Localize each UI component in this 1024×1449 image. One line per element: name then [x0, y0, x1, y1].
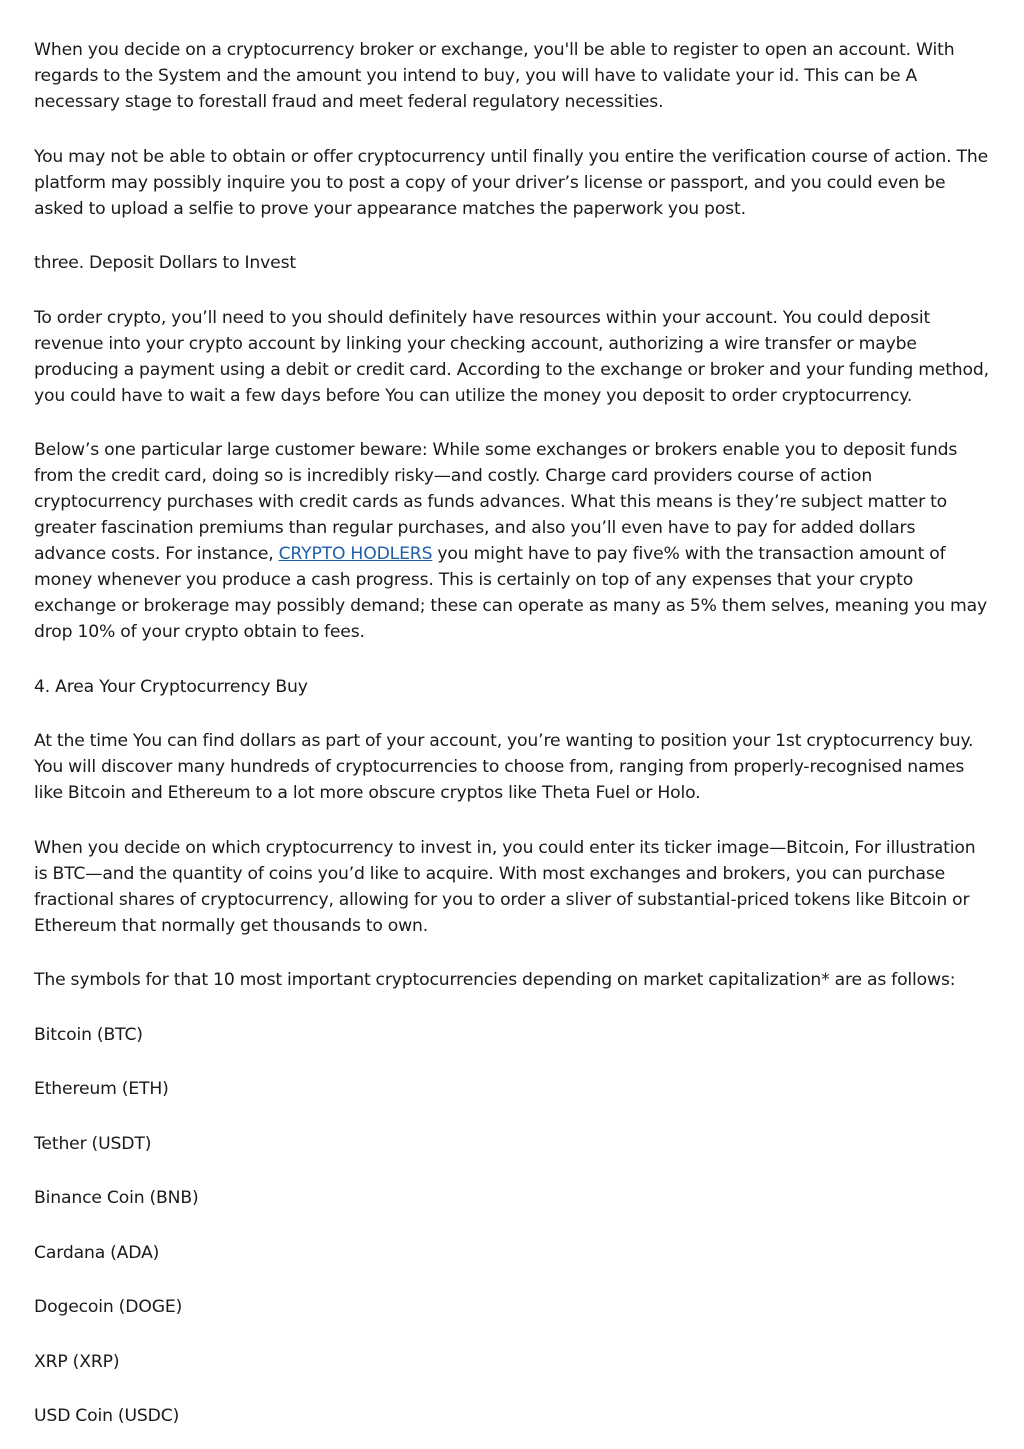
paragraph-text-before-link: Below’s one particular large customer beware: While some exchanges or brokers enable you to deposit funds from the credit card, doing so is incredibly risky—and costly. Charge card providers course of action cryptocurrency purchases with credit cards as funds advances. What this means is they’re subject matter to greater fascination premiums than regular purchases, and also you’ll even have to pay for added dollars advance costs. For instance,: [34, 440, 958, 564]
coin-list-item: XRP (XRP): [34, 1351, 120, 1372]
coin-list-item: Tether (USDT): [34, 1133, 152, 1154]
crypto-hodlers-link[interactable]: CRYPTO HODLERS: [278, 544, 433, 564]
coin-list-item: Ethereum (ETH): [34, 1079, 169, 1099]
paragraph-text-after-link: you might have to pay five% with the transaction amount of money whenever you produce a cash progress. This is certainly on top of any expenses that your crypto exchange or brokerage may possibly demand; these can operate as many as 5% them selves, meaning you may drop 10% of your crypto obtain to fees.: [34, 544, 988, 642]
coin-list-item: USD Coin (USDC): [34, 1406, 180, 1426]
paragraph-account-registration: When you decide on a cryptocurrency broker or exchange, you'll be able to register to open an account. With regards to the System and the amount you intend to buy, you will have to validate your id. This can be A necessary stage to forestall fraud and meet federal regulatory necessities.: [34, 40, 955, 112]
section-heading-buy: 4. Area Your Cryptocurrency Buy: [34, 676, 308, 697]
paragraph-verification: You may not be able to obtain or offer cryptocurrency until finally you entire the verification course of action. The platform may possibly inquire you to post a copy of your driver’s license or passport, and you could even be asked to upload a selfie to prove your appearance matches the paperwork you post.: [34, 146, 989, 219]
paragraph-deposit: To order crypto, you’ll need to you should definitely have resources within your account. You could deposit revenue into your crypto account by linking your checking account, authorizing a wire transfer or maybe producing a payment using a debit or credit card. According to the exchange or broker and your funding method, you could have to wait a few days before You can utilize the money you deposit to order cryptocurrency.: [34, 307, 989, 406]
paragraph-credit-card-warning: [34, 437, 990, 645]
coin-list-item: Dogecoin (DOGE): [34, 1297, 183, 1317]
coin-list-item: Cardana (ADA): [34, 1242, 160, 1263]
coin-list-item: Binance Coin (BNB): [34, 1188, 199, 1208]
paragraph-ticker: When you decide on which cryptocurrency to invest in, you could enter its ticker image—Bitcoin, For illustration is BTC—and the quantity of coins you’d like to acquire. With most exchanges and brokers, you can purchase fractional shares of cryptocurrency, allowing for you to order a sliver of substantial-priced tokens like Bitcoin or Ethereum that normally get thousands to own.: [34, 837, 976, 936]
coin-list-item: Bitcoin (BTC): [34, 1024, 143, 1045]
paragraph-symbols-intro: The symbols for that 10 most important cryptocurrencies depending on market capitalization* are as follows:: [34, 970, 956, 990]
paragraph-first-buy: At the time You can find dollars as part of your account, you’re wanting to position your 1st cryptocurrency buy. You will discover many hundreds of cryptocurrencies to choose from, ranging from properly-recognised names like Bitcoin and Ethereum to a lot more obscure cryptos like Theta Fuel or Holo.: [34, 731, 974, 803]
section-heading-deposit: three. Deposit Dollars to Invest: [34, 253, 297, 273]
